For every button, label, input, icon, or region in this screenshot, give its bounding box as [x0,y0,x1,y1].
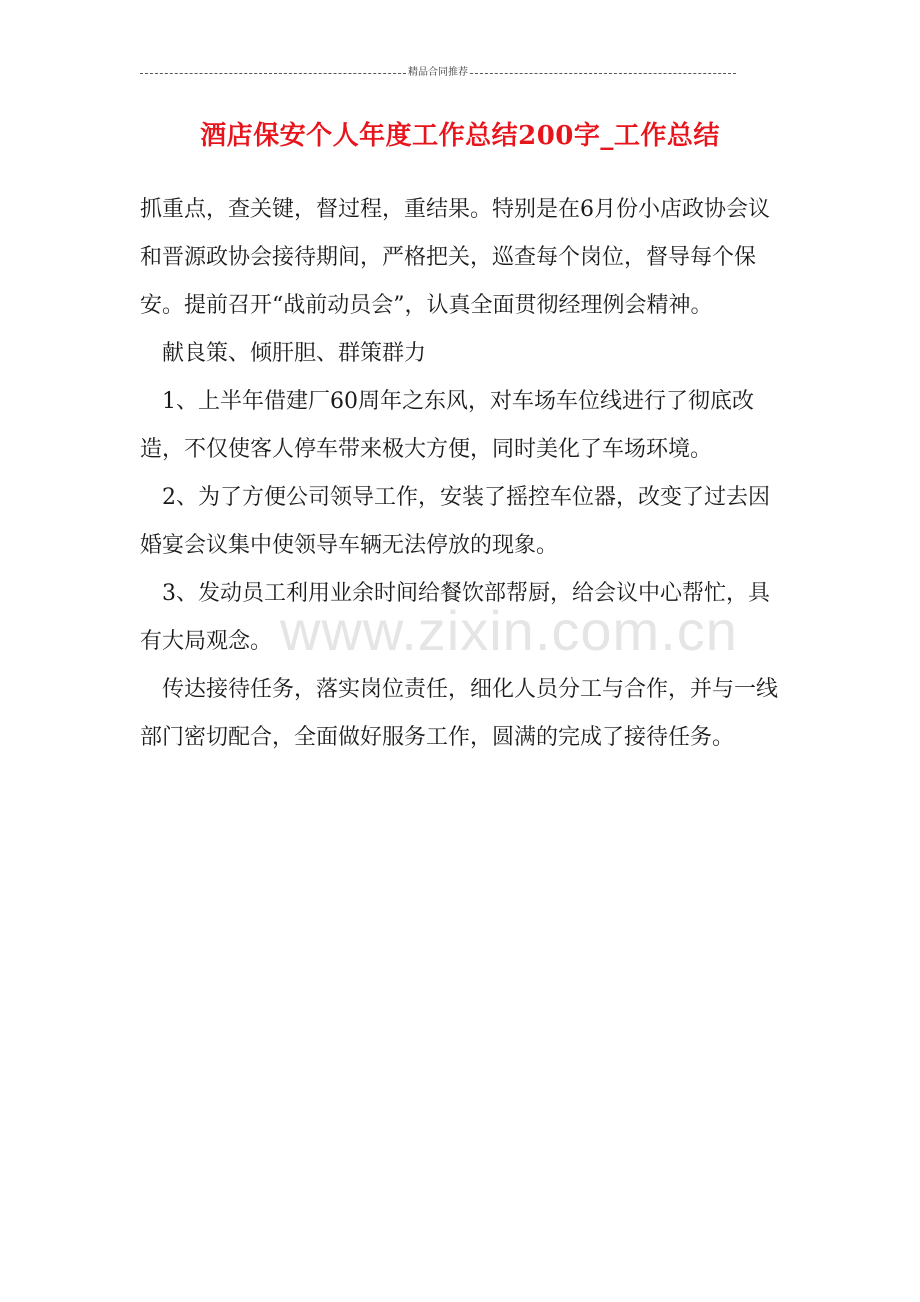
page-header [140,66,736,80]
paragraph-1: 抓重点，查关键，督过程，重结果。特别是在6月份小店政协会议和晋源政协会接待期间，严格把关，巡查每个岗位，督导每个保安。提前召开“战前动员会”，认真全面贯彻经理例会精神。 [140,197,770,318]
paragraph-5: 3、发动员工利用业余时间给餐饮部帮厨，给会议中心帮忙，具有大局观念。 [140,581,770,654]
document-title: 酒店保安个人年度工作总结200字_工作总结 [200,121,720,151]
paragraph-3: 1、上半年借建厂60周年之东风，对车场车位线进行了彻底改造，不仅使客人停车带来极大方便，同时美化了车场环境。 [140,389,754,462]
watermark: www.zixin.com.cn [280,599,738,662]
paragraph-2: 献良策、倾肝胆、群策群力 [162,341,427,366]
paragraph-4: 2、为了方便公司领导工作，安装了摇控车位器，改变了过去因婚宴会议集中使领导车辆无法停放的现象。 [140,485,770,558]
paragraph-6: 传达接待任务，落实岗位责任，细化人员分工与合作，并与一线部门密切配合，全面做好服务工作，圆满的完成了接待任务。 [140,677,779,750]
header-dash-right [470,73,736,74]
document-body [140,186,785,762]
header-dash-left [140,73,406,74]
header-label: 精品合同推荐 [408,67,468,78]
